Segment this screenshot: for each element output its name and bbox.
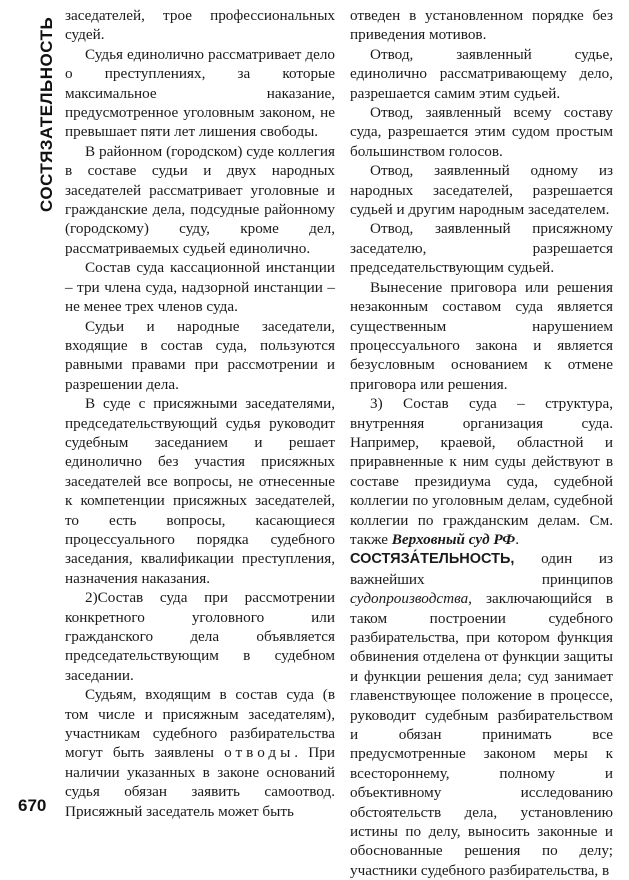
spaced-term: отводы [224, 744, 295, 762]
right-column [350, 6, 613, 880]
paragraph: отведен в установленном порядке без приведения мотивов. [350, 7, 613, 44]
paragraph: Судья единолично рассматривает дело о преступлениях, за которые максимальное наказание, предусмотренное уголовным законом, не превышает пяти лет лишения свободы. [65, 45, 335, 141]
entry-italic-term: судопроизводства [350, 590, 469, 608]
running-head-title: СОСТЯЗАТЕЛЬНОСТЬ [37, 16, 56, 212]
paragraph: Отвод, заявленный присяжному заседателю, разрешается председательствующим судьей. [350, 220, 613, 277]
entry-text: , заключающийся в таком построении судебного разбирательства, при котором функция обвинения отделена от функции защиты и функции решения дела; суд занимает главенствующее положение в процессе, руководит судебным разбирательством и обязан принимать все предусмотренные законом меры к всестороннему, полному и объективному исследованию обстоятельств дела, установлению истины по делу, выносить законные и обоснованные решения по делу; участники судебного разбирательства, в [350, 590, 613, 879]
paragraph-text: Судьям, входящим в состав суда (в том числе и присяжным заседателям), участникам судебного разбирательства могут быть заявлены [65, 686, 335, 762]
left-column [65, 6, 335, 821]
paragraph: заседателей, трое профессиональных судей. [65, 7, 335, 44]
dictionary-entry [350, 549, 613, 880]
cross-reference-link[interactable]: Верховный суд РФ [391, 530, 516, 548]
paragraph: Отвод, заявленный всему составу суда, разрешается этим судом простым большинством голосов. [350, 104, 613, 160]
page-number: 670 [18, 796, 47, 815]
paragraph: 2)Состав суда при рассмотрении конкретного уголовного или гражданского дела объявляется председательствующим в судебном заседании. [65, 589, 335, 684]
entry-text: один из важнейших принципов [350, 550, 613, 588]
paragraph [65, 685, 335, 821]
paragraph: Состав суда кассационной инстанции – три члена суда, надзорной инстанции – не менее трех членов суда. [65, 259, 335, 316]
entry-headword: СОСТЯЗА́ТЕЛЬНОСТЬ, [350, 551, 515, 568]
paragraph-text: . При наличии указанных в законе оснований судья обязан заявить самоотвод. Присяжный заседатель может быть [65, 744, 335, 820]
paragraph: В суде с присяжными заседателями, председательствующий судья руководит судебным заседанием и решает единолично без участия присяжных заседателей все вопросы, не отнесенные к компетенции присяжных заседателей, то есть вопросы, касающиеся процессуального порядка судебного заседания, квалификации преступления, назначения наказания. [65, 395, 335, 587]
paragraph [350, 394, 613, 549]
paragraph: Отвод, заявленный одному из народных заседателей, разрешается судьей и другим народным заседателем. [350, 162, 613, 219]
paragraph-text: . [515, 530, 519, 548]
paragraph: Судьи и народные заседатели, входящие в состав суда, пользуются равными правами при рассмотрении и разрешении дела. [65, 317, 335, 393]
paragraph: В районном (городском) суде коллегия в составе судьи и двух народных заседателей рассматривает уголовные и гражданские дела, подсудные районному (городскому) суду, кроме дел, рассматриваемых судьей единолично. [65, 142, 335, 257]
paragraph-text: 3) Состав суда – структура, внутренняя организация суда. Например, краевой, областной и приравненные к ним суды действуют в составе президиума суда, судебной коллегии по уголовным делам, судебной коллегии по гражданским делам. См. также [350, 395, 613, 548]
paragraph: Отвод, заявленный судье, единолично рассматривающему дело, разрешается самим этим судьей. [350, 45, 613, 102]
paragraph: Вынесение приговора или решения незаконным составом суда является существенным нарушением процессуального закона и является безусловным основанием к отмене приговора или решения. [350, 278, 613, 393]
